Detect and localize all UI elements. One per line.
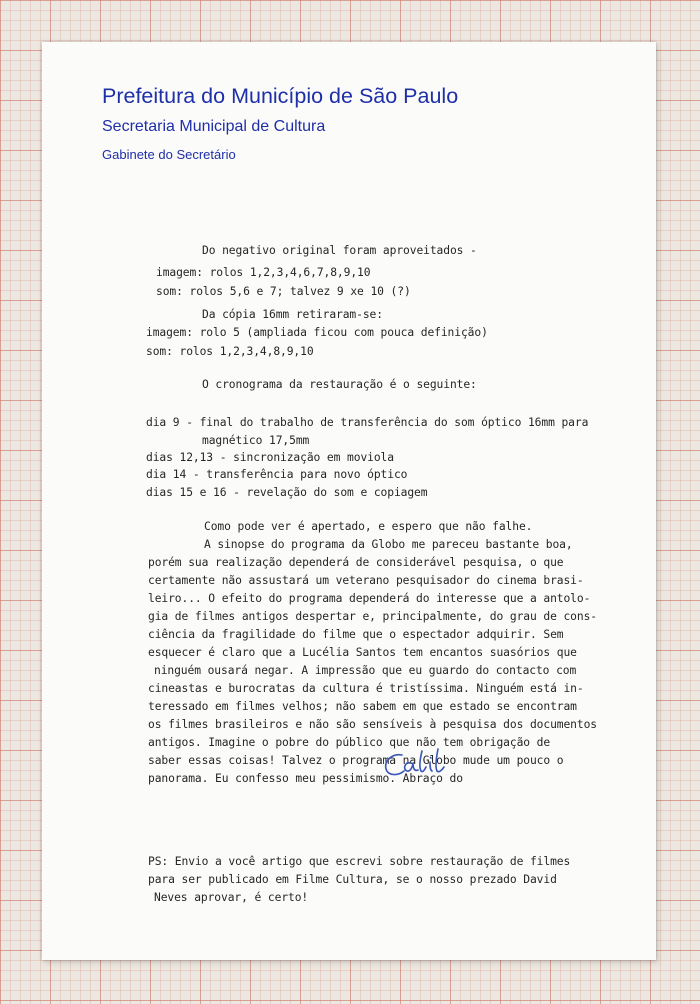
letter-line: esquecer é claro que a Lucélia Santos tem encantos suasórios que (148, 646, 577, 659)
letter-line: teressado em filmes velhos; não sabem em que estado se encontram (148, 700, 577, 713)
letter-line: Da cópia 16mm retiraram-se: (202, 308, 383, 321)
schedule-line: dia 14 - transferência para novo óptico (146, 468, 408, 481)
letter-line: os filmes brasileiros e não são sensíveis à pesquisa dos documentos (148, 718, 597, 731)
schedule-line: magnético 17,5mm (202, 434, 310, 447)
letterhead-municipality: Prefeitura do Município de São Paulo (102, 84, 459, 108)
letter-line: som: rolos 5,6 e 7; talvez 9 xe 10 (?) (156, 285, 411, 298)
handwritten-signature-icon (380, 745, 460, 781)
letter-line: gia de filmes antigos despertar e, principalmente, do grau de cons- (148, 610, 597, 623)
letter-line: A sinopse do programa da Globo me pareceu bastante boa, (204, 538, 573, 551)
letter-line: porém sua realização dependerá de considerável pesquisa, o que (148, 556, 564, 569)
schedule-line: dias 15 e 16 - revelação do som e copiagem (146, 486, 428, 499)
schedule-line: dias 12,13 - sincronização em moviola (146, 451, 394, 464)
letter-line: Do negativo original foram aproveitados - (202, 244, 477, 257)
letter-line: cineastas e burocratas da cultura é tristíssima. Ninguém está in- (148, 682, 584, 695)
letter-line: Como pode ver é apertado, e espero que não falhe. (204, 520, 533, 533)
schedule-line: dia 9 - final do trabalho de transferência do som óptico 16mm para (146, 416, 589, 429)
postscript-line: PS: Envio a você artigo que escrevi sobre restauração de filmes (148, 855, 571, 868)
letter-line: som: rolos 1,2,3,4,8,9,10 (146, 345, 314, 358)
letter-line: ninguém ousará negar. A impressão que eu guardo do contacto com (154, 664, 577, 677)
letterhead-office: Gabinete do Secretário (102, 147, 236, 162)
postscript-line: Neves aprovar, é certo! (154, 891, 309, 904)
letter-line: imagem: rolos 1,2,3,4,6,7,8,9,10 (156, 266, 371, 279)
letter-sheet (42, 42, 656, 960)
letter-line: ciência da fragilidade do filme que o espectador adquirir. Sem (148, 628, 564, 641)
letter-line: antigos. Imagine o pobre do público que não tem obrigação de (148, 736, 551, 749)
letter-line: O cronograma da restauração é o seguinte: (202, 378, 477, 391)
letter-line: saber essas coisas! Talvez o programa na Globo mude um pouco o (148, 754, 564, 767)
postscript-line: para ser publicado em Filme Cultura, se o nosso prezado David (148, 873, 557, 886)
letter-line: leiro... O efeito do programa dependerá do interesse que a antolo- (148, 592, 591, 605)
letterhead-secretariat: Secretaria Municipal de Cultura (102, 118, 326, 135)
letter-line: certamente não assustará um veterano pesquisador do cinema brasi- (148, 574, 584, 587)
letter-line: panorama. Eu confesso meu pessimismo. Abraço do (148, 772, 463, 785)
letter-line: imagem: rolo 5 (ampliada ficou com pouca definição) (146, 326, 488, 339)
